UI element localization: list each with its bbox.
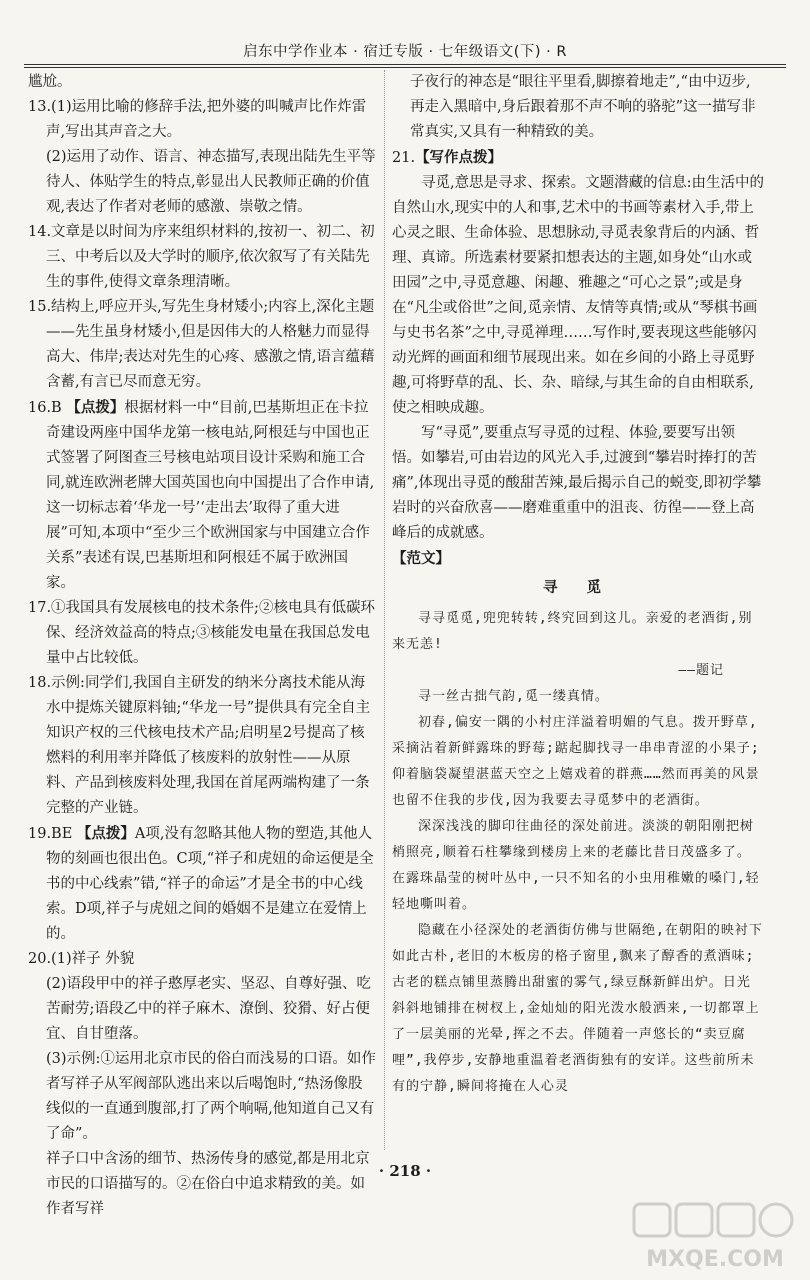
essay-epigraph: 寻寻觅觅,兜兜转转,终究回到这儿。亲爱的老酒街,别来无恙! (392, 611, 753, 652)
right-column (392, 70, 764, 1100)
answer-21-num: 21. (392, 150, 416, 166)
answer-20-3: (3)示例:①运用北京市民的俗白而浅易的口语。如作者写祥子从军阀部队逃出来以后喝饱时,“热汤像股线似的一直通到腹部,打了两个响嗝,他知道自己又有了命”。 (46, 1051, 376, 1142)
answer-14: 14.文章是以时间为序来组织材料的,按初一、初二、初三、中考后以及大学时的顺序,依次叙写了有关陆先生的事件,使得文章条理清晰。 (28, 224, 375, 290)
essay-epigraph-sign: ——题记 (678, 663, 724, 678)
watermark-logo (630, 1200, 800, 1275)
answer-19-tag: 【点拨】 (76, 825, 135, 842)
answer-21-para-1: 寻觅,意思是寻求、探索。文题潜藏的信息:由生活中的自然山水,现实中的人和事,艺术中的书画等素材入手,带上心灵之眼、生命体验、思想脉动,寻觅表象背后的内涵、哲理、真谛。所选素材要紧扣想表达的主题,如身处“山水或田园”之中,寻觅意趣、闲趣、雅趣之“可心之景”;或是身在“凡尘或俗世”之间,觅亲情、友情等真情;或从“琴棋书画与史书名茶”之中,寻觅禅理……写作时,要表现这些能够闪动光辉的画面和细节展现出来。如在乡间的小路上寻觅野趣,可将野草的乱、长、杂、暗绿,与其生命的自由相联系,使之相映成趣。 (392, 175, 764, 416)
essay-title: 寻 觅 (542, 579, 614, 596)
q12-tail: 尴尬。 (28, 74, 72, 90)
answer-17: 17.①我国具有发展核电的技术条件;②核电具有低碳环保、经济效益高的特点;③核能发电量在我国总发电量中占比较低。 (28, 600, 375, 666)
answer-21-heading (392, 145, 764, 171)
answer-20-continued: 子夜行的神态是“眼往平里看,脚擦着地走”,“由中迈步,再走入黑暗中,身后跟着那不声不响的骆驼”这一描写非常真实,又具有一种精致的美。 (410, 74, 756, 140)
answer-13-1: 13.(1)运用比喻的修辞手法,把外婆的叫喊声比作炸雷声,写出其声音之大。 (28, 99, 367, 140)
page-header: 启东中学作业本 · 宿迁专版 · 七年级语文(下) · R (243, 44, 567, 60)
answer-21-para-2: 写“寻觅”,要重点写寻觅的过程、体验,要要写出领悟。如攀岩,可由岩边的风光入手,过渡到“攀岩时捧打的苦痛”,体现出寻觅的酸甜苦辣,最后揭示自己的蜕变,即初学攀岩时的兴奋欣喜——磨难重重中的沮丧、彷徨——登上高峰后的成就感。 (392, 425, 762, 541)
answer-16-num: 16.B (28, 400, 62, 416)
essay-para-2: 初春,偏安一隅的小村庄洋溢着明媚的气息。拨开野草,采摘沾着新鲜露珠的野莓;踮起脚找寻一串串青涩的小果子;仰着脑袋凝望湛蓝天空之上嬉戏着的群燕……然而再美的风景也留不住我的步伐,因为我要去寻觅梦中的老酒街。 (392, 715, 760, 808)
answer-13-2: (2)运用了动作、语言、神态描写,表现出陆先生平等待人、体贴学生的特点,彰显出人民教师正确的价值观,表达了作者对老师的感激、崇敬之情。 (46, 149, 376, 215)
page-number: · 218 · (378, 1162, 432, 1180)
answer-21-tag: 【写作点拨】 (415, 149, 503, 166)
watermark-text: MXQE.COM (646, 1247, 784, 1272)
column-divider (384, 70, 385, 1150)
essay-para-3: 深深浅浅的脚印往曲径的深处前进。淡淡的朝阳刚把树梢照亮,顺着石柱攀缘到楼房上来的老藤比昔日茂盛多了。在露珠晶莹的树叶丛中,一只不知名的小虫用稚嫩的嗓门,轻轻地嘶叫着。 (392, 819, 760, 912)
answer-18: 18.示例:同学们,我国自主研发的纳米分离技术能从海水中提炼关键原料铀;“华龙一号”提供具有完全自主知识产权的三代核电技术产品;启明星2号提高了核燃料的利用率并降低了核废料的放射性——从原料、产品到核废料处理,我国在首尾两端构建了一条完整的产业链。 (28, 675, 371, 816)
essay-body (392, 606, 764, 1100)
answer-16 (28, 395, 376, 596)
answer-19-num: 19.BE (28, 826, 73, 842)
left-column (28, 70, 376, 1222)
sample-essay-tag: 【范文】 (392, 550, 450, 567)
answer-20-1: 20.(1)祥子 外貌 (28, 951, 135, 967)
answer-19 (28, 821, 376, 947)
header-rule (24, 64, 786, 68)
answer-15: 15.结构上,呼应开头,写先生身材矮小;内容上,深化主题——先生虽身材矮小,但是因伟大的人格魅力而显得高大、伟岸;表达对先生的心疼、感激之情,语言蕴藉含蓄,有言已尽而意无穷。 (28, 299, 375, 390)
answer-19-text: A项,没有忽略其他人物的塑造,其他人物的刻画也很出色。C项,“祥子和虎妞的命运便是全书的中心线索”错,“祥子的命运”才是全书的中心线索。D项,祥子与虎妞之间的婚姻不是建立在爱情上的。 (46, 826, 374, 942)
answer-20-2: (2)语段甲中的祥子憨厚老实、坚忍、自尊好强、吃苦耐劳;语段乙中的祥子麻木、潦倒、狡猾、好占便宜、自甘堕落。 (46, 976, 372, 1042)
answer-20-4: 祥子口中含汤的细节、热汤传身的感觉,都是用北京市民的口语描写的。②在俗白中追求精致的美。如作者写祥 (46, 1151, 370, 1217)
essay-para-4: 隐藏在小径深处的老酒街仿佛与世隔绝,在朝阳的映衬下如此古朴,老旧的木板房的格子窗里,飘来了醇香的煮酒味;古老的糕点铺里蒸腾出甜蜜的雾气,绿豆酥新鲜出炉。日光斜斜地铺排在树杈上,金灿灿的阳光泼水般洒来,一切都罩上了一层美丽的光晕,挥之不去。伴随着一声悠长的“卖豆腐哩”,我停步,安静地重温着老酒街独有的安详。这些前所未有的宁静,瞬间将掩在人心灵 (392, 923, 763, 1094)
answer-16-tag: 【点拨】 (66, 399, 125, 416)
essay-para-1: 寻一丝古拙气韵,觅一缕真情。 (418, 689, 609, 704)
answer-16-text: 根据材料一中“目前,巴基斯坦正在卡拉奇建设两座中国华龙第一核电站,阿根廷与中国也正式签署了阿图查三号核电站项目设计采购和施工合同,就连欧洲老牌大国英国也向中国提出了合作申请,这一切标志着‘华龙一号’‘走出去’取得了重大进展”可知,本项中“至少三个欧洲国家与中国建立合作关系”表述有误,巴基斯坦和阿根廷不属于欧洲国家。 (46, 400, 375, 591)
